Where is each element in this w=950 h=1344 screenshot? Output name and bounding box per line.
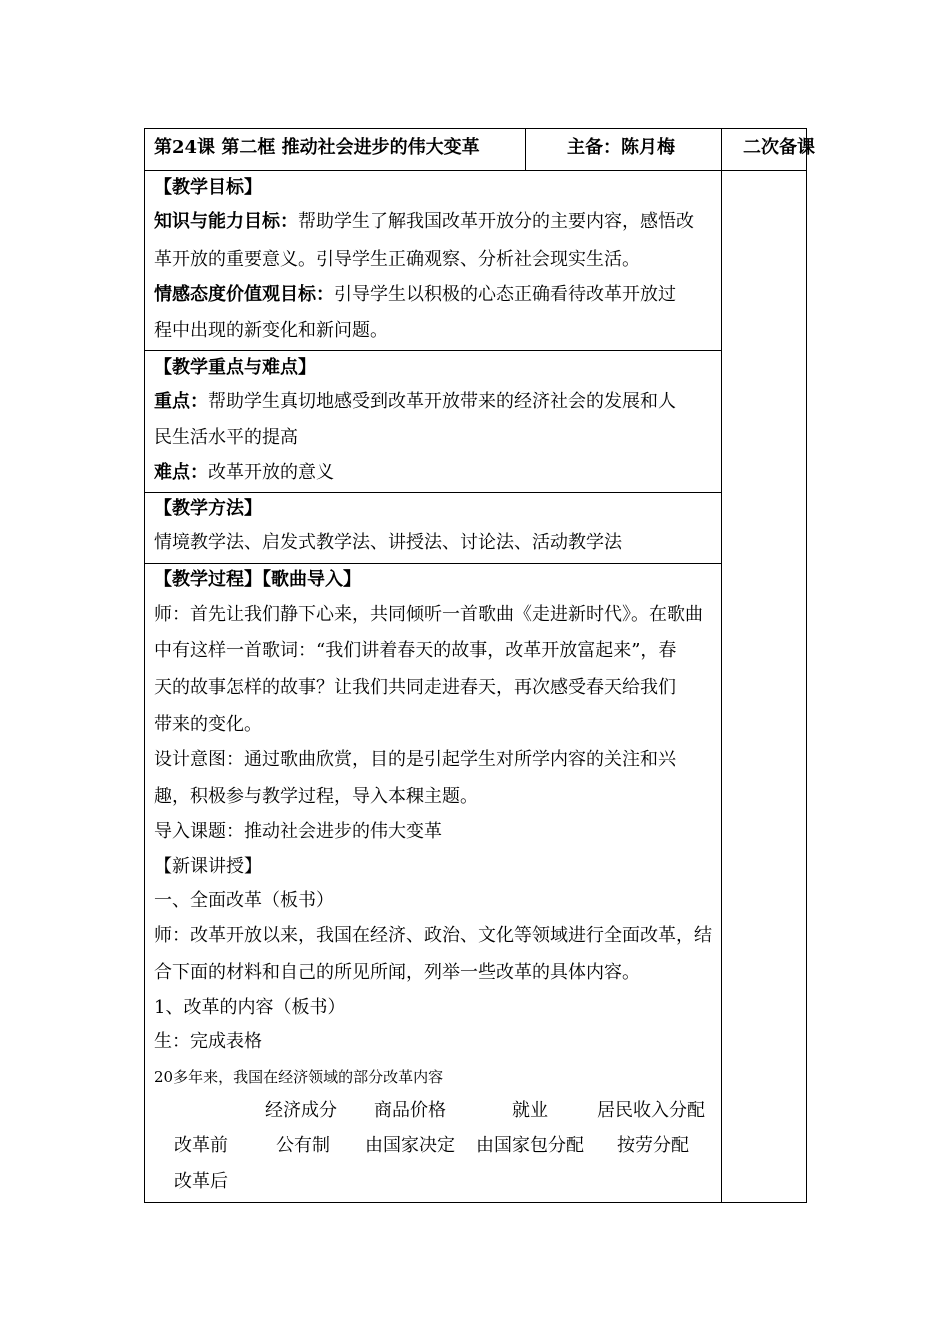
- col-header-income-distribution: 居民收入分配: [597, 1100, 705, 1121]
- cell-before-commodity-price: 由国家决定: [365, 1135, 455, 1156]
- col-header-commodity-price: 商品价格: [374, 1100, 446, 1121]
- emotion-objective-line2: 程中出现的新变化和新问题。: [154, 320, 388, 341]
- focus-text: 帮助学生真切地感受到改革开放带来的经济社会的发展和人: [208, 391, 676, 412]
- difficulty-line: [154, 461, 334, 485]
- teacher-intro-line3: 天的故事怎样的故事？让我们共同走进春天，再次感受春天给我们: [154, 677, 676, 698]
- cell-before-economic-component: 公有制: [276, 1135, 330, 1156]
- emotion-objective-text: 引导学生以积极的心态正确看待改革开放过: [334, 284, 676, 305]
- knowledge-objective-text: 帮助学生了解我国改革开放分的主要内容，感悟改: [298, 211, 694, 232]
- knowledge-objective-line1: [154, 210, 694, 234]
- process-heading: 【教学过程】【歌曲导入】: [154, 569, 361, 590]
- methods-heading: 【教学方法】: [154, 498, 262, 519]
- header-bottom-border: [144, 170, 807, 171]
- focus-line2: 民生活水平的提高: [154, 427, 298, 448]
- table-right-border: [806, 128, 807, 1203]
- lesson-title: 第24课 第二框 推动社会进步的伟大变革: [154, 137, 480, 158]
- col-header-economic-component: 经济成分: [265, 1100, 337, 1121]
- teacher-intro-line4: 带来的变化。: [154, 714, 262, 735]
- difficulty-label: 难点：: [154, 462, 208, 483]
- difficulty-text: 改革开放的意义: [208, 462, 334, 483]
- objectives-heading: 【教学目标】: [154, 177, 262, 198]
- student-task: 生：完成表格: [154, 1031, 262, 1052]
- teacher-reform-line1: 师：改革开放以来，我国在经济、政治、文化等领域进行全面改革，结: [154, 925, 712, 946]
- knowledge-objective-line2: 革开放的重要意义。引导学生正确观察、分析社会现实生活。: [154, 249, 640, 270]
- row-label-after: 改革后: [174, 1171, 228, 1192]
- cell-before-employment: 由国家包分配: [476, 1135, 584, 1156]
- keypoints-heading: 【教学重点与难点】: [154, 357, 316, 378]
- cell-before-income-distribution: 按劳分配: [617, 1135, 689, 1156]
- emotion-objective-label: 情感态度价值观目标：: [154, 284, 334, 305]
- main-column-border: [721, 128, 722, 1203]
- teacher-intro-line1: 师：首先让我们静下心来，共同倾听一首歌曲《走进新时代》。在歌曲: [154, 604, 703, 625]
- design-intent-line1: 设计意图：通过歌曲欣赏，目的是引起学生对所学内容的关注和兴: [154, 749, 676, 770]
- row-label-before: 改革前: [174, 1135, 228, 1156]
- teacher-intro-line2: 中有这样一首歌词：“我们讲着春天的故事，改革开放富起来”，春: [154, 640, 677, 661]
- design-intent-line2: 趣，积极参与教学过程，导入本稞主题。: [154, 786, 478, 807]
- methods-bottom-border: [144, 563, 722, 564]
- table-left-border: [144, 128, 145, 1203]
- col-header-employment: 就业: [512, 1100, 548, 1121]
- keypoints-bottom-border: [144, 492, 722, 493]
- focus-label: 重点：: [154, 391, 208, 412]
- table-bottom-border: [144, 1202, 807, 1203]
- objectives-bottom-border: [144, 350, 722, 351]
- knowledge-objective-label: 知识与能力目标：: [154, 211, 298, 232]
- new-lesson-heading: 【新课讲授】: [154, 856, 262, 877]
- emotion-objective-line1: [154, 283, 676, 307]
- section-one: 一、全面改革（板书）: [154, 890, 334, 911]
- focus-line1: [154, 390, 676, 414]
- lead-teacher: 主备：陈月梅: [567, 137, 675, 158]
- teacher-reform-line2: 合下面的材料和自己的所见所闻，列举一些改革的具体内容。: [154, 962, 640, 983]
- second-prep-label: 二次备课: [743, 137, 815, 158]
- reform-content-item: 1、改革的内容（板书）: [154, 997, 346, 1018]
- header-divider: [525, 128, 526, 171]
- reform-table-caption: 20多年来，我国在经济领域的部分改革内容: [154, 1068, 444, 1086]
- methods-text: 情境教学法、启发式教学法、讲授法、讨论法、活动教学法: [154, 532, 622, 553]
- intro-topic: 导入课题：推动社会进步的伟大变革: [154, 821, 442, 842]
- table-top-border: [144, 128, 807, 129]
